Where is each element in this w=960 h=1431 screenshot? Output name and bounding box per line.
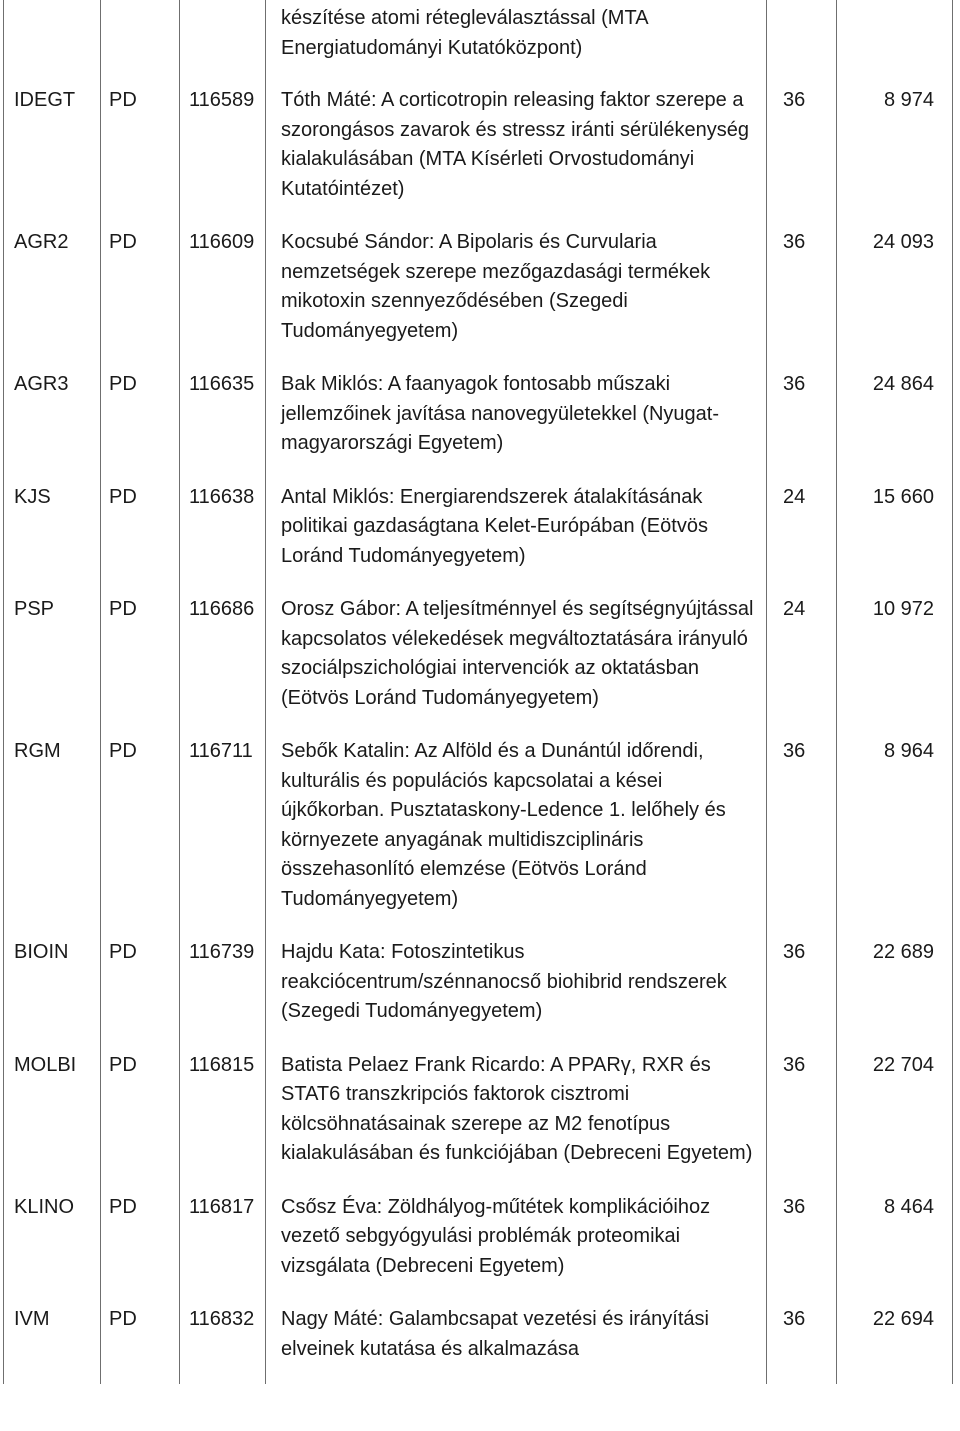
funding-amount: 8 964 <box>837 733 953 934</box>
panel-code: IDEGT <box>4 82 101 224</box>
grant-type: PD <box>101 224 180 366</box>
funding-amount: 8 974 <box>837 82 953 224</box>
project-id: 116815 <box>180 1047 266 1189</box>
funding-amount: 24 864 <box>837 366 953 479</box>
panel-code <box>4 0 101 82</box>
table-row <box>4 1189 953 1302</box>
funding-amount: 8 464 <box>837 1189 953 1302</box>
grant-type: PD <box>101 1301 180 1384</box>
project-title: Sebők Katalin: Az Alföld és a Dunántúl időrendi, kulturális és populációs kapcsolatai a kései újkőkorban. Pusztataskony-Ledence 1. lelőhely és környezete anyagának multidiszciplináris összehasonlító elemzése (Eötvös Loránd Tudományegyetem) <box>266 733 767 934</box>
table-row <box>4 0 953 82</box>
project-id <box>180 0 266 82</box>
grant-type: PD <box>101 591 180 733</box>
table-row <box>4 366 953 479</box>
project-id: 116711 <box>180 733 266 934</box>
grant-type: PD <box>101 934 180 1047</box>
funding-amount <box>837 0 953 82</box>
funding-amount: 22 689 <box>837 934 953 1047</box>
duration-months: 36 <box>767 366 837 479</box>
grant-type: PD <box>101 733 180 934</box>
funding-amount: 22 704 <box>837 1047 953 1189</box>
project-title: Bak Miklós: A faanyagok fontosabb műszaki jellemzőinek javítása nanovegyületekkel (Nyugat-magyarországi Egyetem) <box>266 366 767 479</box>
panel-code: AGR3 <box>4 366 101 479</box>
project-id: 116817 <box>180 1189 266 1302</box>
project-title: Orosz Gábor: A teljesítménnyel és segítségnyújtással kapcsolatos vélekedések megváltoztatására irányuló szociálpszichológiai intervenciók az oktatásban (Eötvös Loránd Tudományegyetem) <box>266 591 767 733</box>
panel-code: RGM <box>4 733 101 934</box>
panel-code: MOLBI <box>4 1047 101 1189</box>
panel-code: BIOIN <box>4 934 101 1047</box>
table-row <box>4 82 953 224</box>
duration-months: 24 <box>767 479 837 592</box>
project-title: Kocsubé Sándor: A Bipolaris és Curvularia nemzetségek szerepe mezőgazdasági termékek mikotoxin szennyeződésében (Szegedi Tudományegyetem) <box>266 224 767 366</box>
project-title: Tóth Máté: A corticotropin releasing faktor szerepe a szorongásos zavarok és stressz iránti sérülékenység kialakulásában (MTA Kísérleti Orvostudományi Kutatóintézet) <box>266 82 767 224</box>
project-title: Csősz Éva: Zöldhályog-műtétek komplikációihoz vezető sebgyógyulási problémák proteomikai vizsgálata (Debreceni Egyetem) <box>266 1189 767 1302</box>
project-title: Hajdu Kata: Fotoszintetikus reakciócentrum/szénnanocső biohibrid rendszerek (Szegedi Tudományegyetem) <box>266 934 767 1047</box>
duration-months: 36 <box>767 1189 837 1302</box>
project-title: Batista Pelaez Frank Ricardo: A PPARγ, RXR és STAT6 transzkripciós faktorok cisztromi kölcsöhnatásainak szerepe az M2 fenotípus kialakulásában és funkciójában (Debreceni Egyetem) <box>266 1047 767 1189</box>
project-title: Antal Miklós: Energiarendszerek átalakításának politikai gazdaságtana Kelet-Európában (Eötvös Loránd Tudományegyetem) <box>266 479 767 592</box>
project-id: 116609 <box>180 224 266 366</box>
panel-code: KJS <box>4 479 101 592</box>
project-id: 116589 <box>180 82 266 224</box>
grant-type: PD <box>101 1047 180 1189</box>
grant-type: PD <box>101 82 180 224</box>
project-title: készítése atomi rétegleválasztással (MTA Energiatudományi Kutatóközpont) <box>266 0 767 82</box>
table-row <box>4 479 953 592</box>
panel-code: KLINO <box>4 1189 101 1302</box>
project-id: 116686 <box>180 591 266 733</box>
funding-amount: 10 972 <box>837 591 953 733</box>
panel-code: AGR2 <box>4 224 101 366</box>
duration-months: 24 <box>767 591 837 733</box>
funding-amount: 24 093 <box>837 224 953 366</box>
duration-months: 36 <box>767 224 837 366</box>
grant-table <box>3 0 953 1384</box>
table-row <box>4 1301 953 1384</box>
table-row <box>4 1047 953 1189</box>
table-row <box>4 934 953 1047</box>
duration-months: 36 <box>767 934 837 1047</box>
panel-code: PSP <box>4 591 101 733</box>
table-row <box>4 733 953 934</box>
duration-months: 36 <box>767 733 837 934</box>
funding-amount: 22 694 <box>837 1301 953 1384</box>
duration-months: 36 <box>767 1301 837 1384</box>
duration-months: 36 <box>767 82 837 224</box>
duration-months: 36 <box>767 1047 837 1189</box>
panel-code: IVM <box>4 1301 101 1384</box>
table-row <box>4 591 953 733</box>
project-id: 116739 <box>180 934 266 1047</box>
grant-type: PD <box>101 366 180 479</box>
duration-months <box>767 0 837 82</box>
project-title: Nagy Máté: Galambcsapat vezetési és irányítási elveinek kutatása és alkalmazása <box>266 1301 767 1384</box>
grant-type: PD <box>101 479 180 592</box>
table-row <box>4 224 953 366</box>
grant-type: PD <box>101 1189 180 1302</box>
project-id: 116638 <box>180 479 266 592</box>
grant-type <box>101 0 180 82</box>
project-id: 116832 <box>180 1301 266 1384</box>
project-id: 116635 <box>180 366 266 479</box>
funding-amount: 15 660 <box>837 479 953 592</box>
